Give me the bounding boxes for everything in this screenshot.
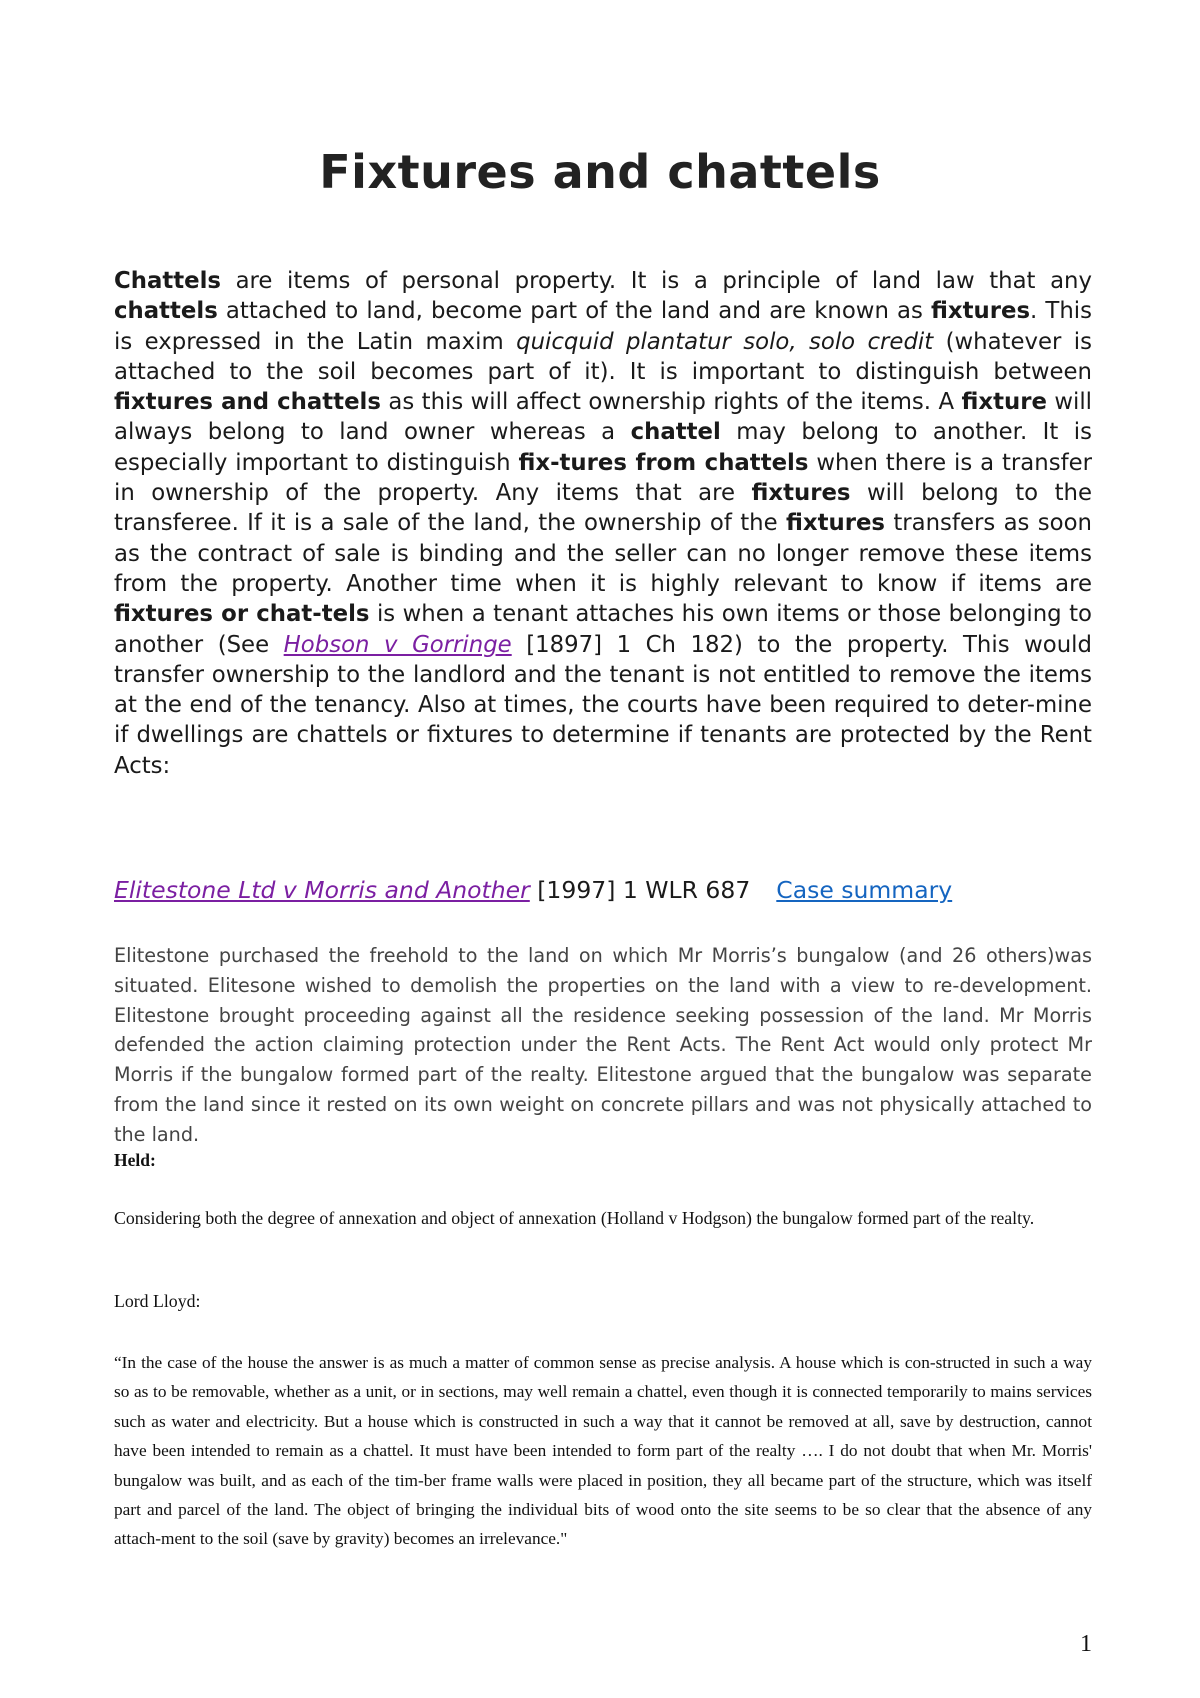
term-fixtures-3: fixtures [751,480,851,507]
term-chattel: chattel [630,419,721,446]
term-fixtures-from-chattels: fix-tures from chattels [518,449,809,476]
case-citation: [1997] 1 WLR 687 [529,876,751,904]
elitestone-case-link[interactable]: Elitestone Ltd v Morris and Another [114,876,530,904]
term-fixture: fixture [961,389,1047,416]
lord-lloyd-label: Lord Lloyd: [114,1291,201,1311]
case-summary-link[interactable]: Case summary [776,876,953,904]
term-chattels: Chattels [114,268,221,294]
intro-text-mixed: may belong to another. It is especially important to distinguish fix-tures from chattels [114,419,1092,476]
term-fixtures-or-chattels: fixtures or chat-tels [114,601,370,628]
latin-maxim: quicquid plantatur solo, solo credit [516,328,934,355]
page-title: Fixtures and chattels [319,144,881,199]
term-fixtures-and-chattels: fixtures and chattels [114,389,381,416]
term-fixtures-4: fixtures [785,510,885,537]
case-summary-paragraph: Elitestone purchased the freehold to the land on which Mr Morris’s bungalow (and 26 others)was situated. Elitesone wished to demolish the properties on the land with a view to re-development. Elitestone brought proceeding against all the residence seeking possession of the land. Mr Morris defended the action claiming protection under the Rent Acts. The Rent Act would only protect Mr Morris if the bungalow formed part of the realty. Elitestone argued that the bungalow was separate from the land since it rested on its own weight on concrete pillars and was not physically attached to the land. [114,944,1092,1146]
held-label: Held: [114,1150,156,1170]
page-number: 1 [1080,1631,1092,1657]
intro-paragraph: Chattels are items of personal property. It is a principle of land law that any chattels attached to land, become part of the land and are known as fixtures. This is expressed in the Latin maxim quicquid plantatur solo, solo credit (whatever is attached to the soil becomes part of it). It is important to distinguish between fixtures and chattels as this will affect ownership rights of the items. A fixture will always belong to land owner whereas a chattel may belong to another. It is especially important to distinguish fix-tures from chattels when there is a transfer in ownership of the property. Any items that are fixtures will belong to the transferee. If it is a sale of the land, the ownership of the fixtures transfers as soon as the contract of sale is binding and the seller can no longer remove these items from the property. Another time when it is highly relevant to know if items are fixtures or chat-tels is when a tenant attaches his own items or those belonging to another (See Hobson v Gorringe [1897] 1 Ch 182) to the property. This would transfer ownership to the landlord and the tenant is not entitled to remove the items at the end of the tenancy. Also at times, the courts have been required to deter-mine if dwellings are chattels or fixtures to determine if tenants are protected by the Rent Acts: [114,268,1093,779]
held-paragraph: Considering both the degree of annexation and object of annexation (Holland v Hodgson) the bungalow formed part of the realty. [114,1208,1035,1228]
hobson-v-gorringe-link[interactable]: Hobson v Gorringe [283,631,512,658]
case-heading [114,876,1092,904]
term-chattels-2: chattels [114,298,218,325]
lord-lloyd-quote: “In the case of the house the answer is as much a matter of common sense as precise analysis. A house which is con-structed in such a way so as to be removable, whether as a unit, or in sections, may well remain a chattel, even though it is connected temporarily to mains services such as water and electricity. But a house which is constructed in such a way that it cannot be removed at all, save by destruction, cannot have been intended to remain as a chattel. It must have been intended to form part of the realty …. I do not doubt that when Mr. Morris' bungalow was built, and as each of the tim-ber frame walls were placed in position, they all became part of the structure, which was itself part and parcel of the land. The object of bringing the individual bits of wood onto the site seems to be so clear that the absence of any attach-ment to the soil (save by gravity) becomes an irrelevance." [114,1353,1092,1549]
term-fixtures: fixtures [931,298,1031,325]
